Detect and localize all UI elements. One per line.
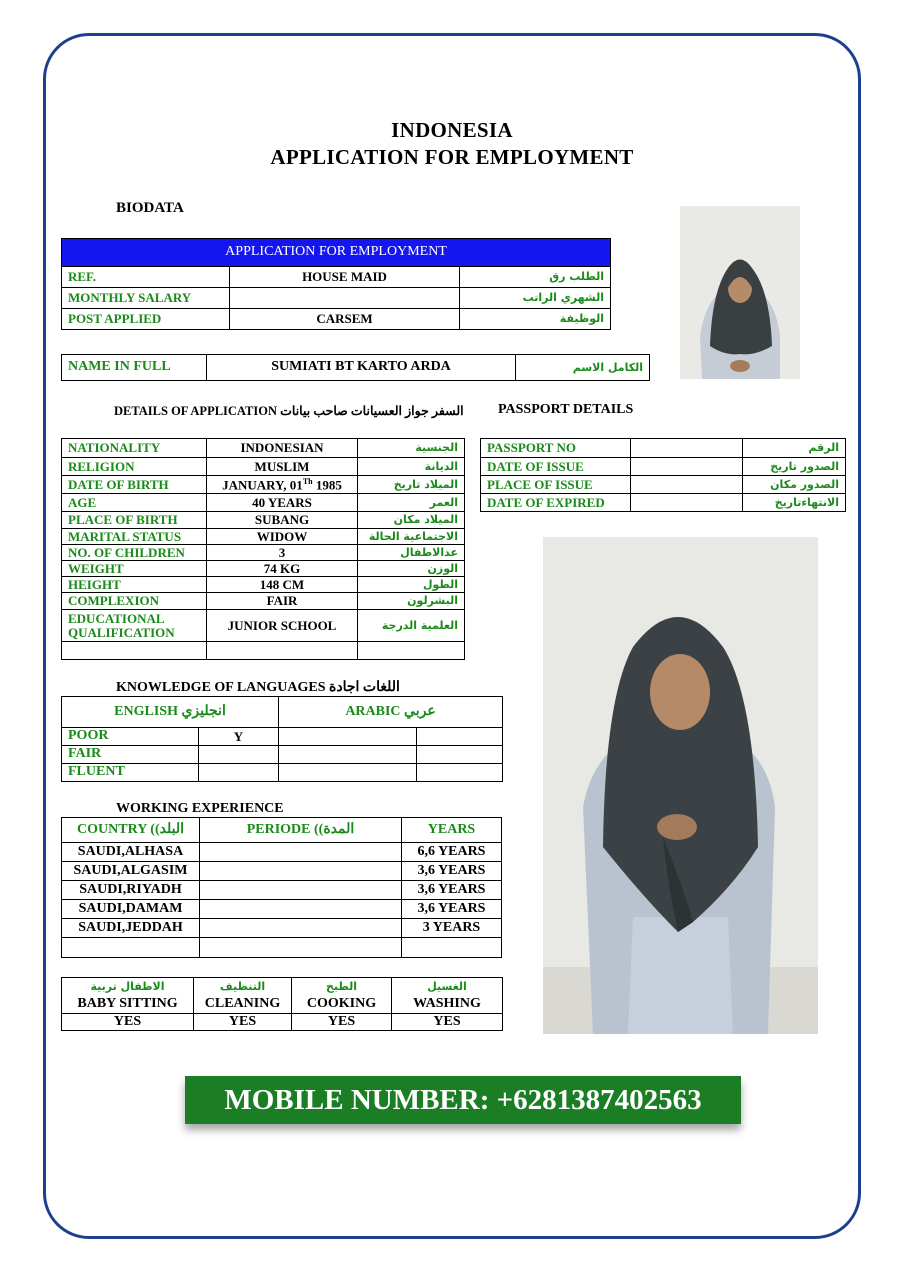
exp-country: SAUDI,ALHASA [62, 843, 200, 862]
name-arabic: الكامل الاسم [516, 355, 650, 381]
complexion-arabic: البشرلون [358, 593, 465, 610]
exp-years: 3 YEARS [402, 919, 502, 938]
skill-value-cooking: YES [292, 1014, 392, 1031]
portrait-large-icon [543, 537, 818, 1034]
dob-suffix: Th [302, 476, 313, 486]
complexion-value: FAIR [207, 593, 358, 610]
age-label: AGE [62, 494, 207, 512]
age-arabic: العمر [358, 494, 465, 512]
exp-years: 3,6 YEARS [402, 862, 502, 881]
education-value: JUNIOR SCHOOL [207, 610, 358, 642]
arabic-fair [279, 746, 417, 764]
birthplace-label: PLACE OF BIRTH [62, 512, 207, 529]
issue-place-value [631, 476, 743, 494]
exp-years: 3,6 YEARS [402, 900, 502, 919]
passport-table [480, 438, 846, 512]
religion-value: MUSLIM [207, 458, 358, 476]
expiry-arabic: الانتهاءتاريخ [743, 494, 846, 512]
ref-arabic: الطلب رق [460, 267, 611, 288]
nationality-label: NATIONALITY [62, 439, 207, 458]
country-title: INDONESIA [391, 118, 513, 142]
nationality-value: INDONESIAN [207, 439, 358, 458]
salary-value [230, 288, 460, 309]
arabic-header: ARABIC عربي [279, 697, 503, 728]
post-label: POST APPLIED [62, 309, 230, 330]
english-fluent [199, 764, 279, 782]
details-empty-cell [358, 642, 465, 660]
issue-place-arabic: الصدور مكان [743, 476, 846, 494]
name-table [61, 354, 650, 381]
languages-heading: KNOWLEDGE OF LANGUAGES اللغات اجادة [116, 680, 400, 695]
english-fair [199, 746, 279, 764]
passport-heading: PASSPORT DETAILS [498, 402, 634, 417]
arabic-poor [279, 728, 417, 746]
details-empty-cell [62, 642, 207, 660]
exp-empty-cell [62, 938, 200, 958]
ref-label: REF. [62, 267, 230, 288]
application-table [61, 238, 611, 330]
level-fair: FAIR [62, 746, 199, 764]
applicant-photo-large [543, 537, 818, 1034]
height-value: 148 CM [207, 577, 358, 593]
experience-table [61, 817, 502, 958]
religion-label: RELIGION [62, 458, 207, 476]
passport-no-value [631, 439, 743, 458]
children-label: NO. OF CHILDREN [62, 545, 207, 561]
religion-arabic: الديانة [358, 458, 465, 476]
exp-periode [200, 900, 402, 919]
country-header: COUNTRY ((البلد [62, 818, 200, 843]
exp-country: SAUDI,DAMAM [62, 900, 200, 919]
skill-label-cleaning: CLEANING [194, 996, 292, 1014]
marital-label: MARITAL STATUS [62, 529, 207, 545]
portrait-small-icon [680, 206, 800, 379]
issue-date-value [631, 458, 743, 476]
applicant-photo-small [680, 206, 800, 379]
height-label: HEIGHT [62, 577, 207, 593]
marital-arabic: الاجتماعية الحالة [358, 529, 465, 545]
skills-table [61, 977, 503, 1031]
children-arabic: عدالاطفال [358, 545, 465, 561]
expiry-label: DATE OF EXPIRED [481, 494, 631, 512]
languages-table [61, 696, 503, 782]
dob-label: DATE OF BIRTH [62, 476, 207, 494]
education-label: EDUCATIONAL QUALIFICATION [62, 610, 207, 642]
skill-value-babysitting: YES [62, 1014, 194, 1031]
periode-header: PERIODE ((المدة [200, 818, 402, 843]
skill-label-washing: WASHING [392, 996, 503, 1014]
biodata-label: BIODATA [116, 200, 184, 216]
language-empty-cell [417, 764, 503, 782]
language-empty-cell [417, 746, 503, 764]
passport-no-arabic: الرقم [743, 439, 846, 458]
level-poor: POOR [62, 728, 199, 746]
issue-date-arabic: الصدور تاريخ [743, 458, 846, 476]
exp-periode [200, 843, 402, 862]
salary-label: MONTHLY SALARY [62, 288, 230, 309]
marital-value: WIDOW [207, 529, 358, 545]
dob-value [207, 476, 358, 494]
weight-value: 74 KG [207, 561, 358, 577]
skill-value-cleaning: YES [194, 1014, 292, 1031]
language-empty-cell [417, 728, 503, 746]
birthplace-value: SUBANG [207, 512, 358, 529]
skill-label-babysitting: BABY SITTING [62, 996, 194, 1014]
exp-periode [200, 862, 402, 881]
exp-years: 3,6 YEARS [402, 881, 502, 900]
exp-country: SAUDI,RIYADH [62, 881, 200, 900]
level-fluent: FLUENT [62, 764, 199, 782]
details-table [61, 438, 465, 660]
weight-arabic: الوزن [358, 561, 465, 577]
dob-arabic: الميلاد تاريخ [358, 476, 465, 494]
age-value: 40 YEARS [207, 494, 358, 512]
exp-empty-cell [402, 938, 502, 958]
arabic-fluent [279, 764, 417, 782]
exp-periode [200, 881, 402, 900]
complexion-label: COMPLEXION [62, 593, 207, 610]
years-header: YEARS [402, 818, 502, 843]
nationality-arabic: الجنسية [358, 439, 465, 458]
post-arabic: الوظيفة [460, 309, 611, 330]
details-empty-cell [207, 642, 358, 660]
issue-date-label: DATE OF ISSUE [481, 458, 631, 476]
skill-arabic-cooking: الطبخ [292, 978, 392, 996]
skill-arabic-cleaning: التنظيف [194, 978, 292, 996]
skill-arabic-washing: الغسيل [392, 978, 503, 996]
english-poor: Y [199, 728, 279, 746]
passport-no-label: PASSPORT NO [481, 439, 631, 458]
ref-value: HOUSE MAID [230, 267, 460, 288]
birthplace-arabic: الميلاد مكان [358, 512, 465, 529]
application-header: APPLICATION FOR EMPLOYMENT [62, 239, 611, 267]
children-value: 3 [207, 545, 358, 561]
skill-value-washing: YES [392, 1014, 503, 1031]
details-heading: DETAILS OF APPLICATION السفر جواز العسيانات صاحب بيانات [114, 404, 464, 418]
dob-date: JANUARY, 01 [222, 476, 303, 492]
exp-years: 6,6 YEARS [402, 843, 502, 862]
exp-country: SAUDI,JEDDAH [62, 919, 200, 938]
education-arabic: العلمية الدرجة [358, 610, 465, 642]
expiry-value [631, 494, 743, 512]
page-title: APPLICATION FOR EMPLOYMENT [270, 145, 634, 169]
exp-empty-cell [200, 938, 402, 958]
experience-heading: WORKING EXPERIENCE [116, 801, 284, 816]
name-value: SUMIATI BT KARTO ARDA [207, 355, 516, 381]
english-header: ENGLISH انجليزي [62, 697, 279, 728]
skill-label-cooking: COOKING [292, 996, 392, 1014]
skill-arabic-babysitting: الاطفال تربية [62, 978, 194, 996]
dob-year: 1985 [312, 476, 342, 492]
issue-place-label: PLACE OF ISSUE [481, 476, 631, 494]
mobile-number-banner: MOBILE NUMBER: +6281387402563 [185, 1076, 741, 1124]
weight-label: WEIGHT [62, 561, 207, 577]
post-value: CARSEM [230, 309, 460, 330]
name-label: NAME IN FULL [62, 355, 207, 381]
exp-periode [200, 919, 402, 938]
salary-arabic: الشهري الراتب [460, 288, 611, 309]
exp-country: SAUDI,ALGASIM [62, 862, 200, 881]
height-arabic: الطول [358, 577, 465, 593]
